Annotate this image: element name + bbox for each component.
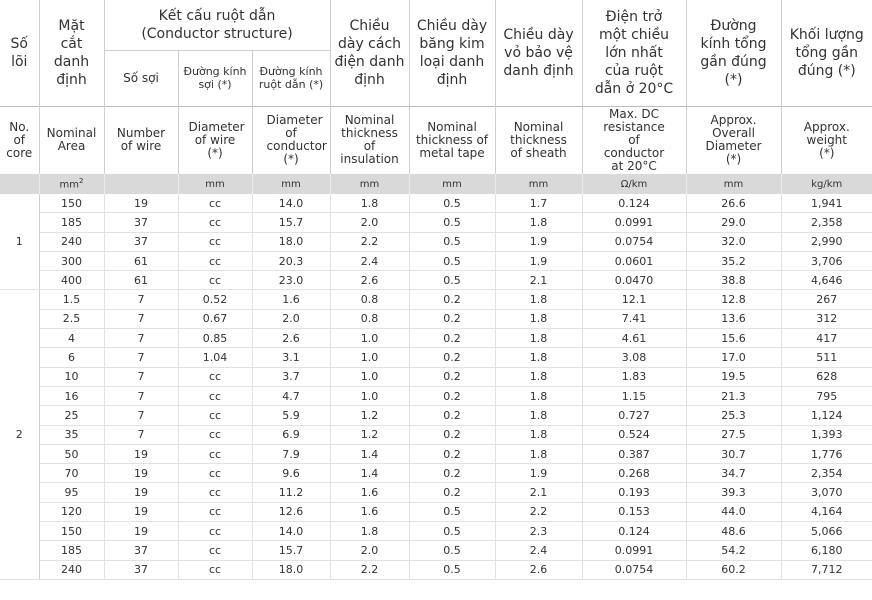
diameter-cell: 60.2 [686, 560, 781, 579]
table-row [0, 425, 872, 444]
sheath-cell: 1.8 [495, 329, 582, 348]
wires-cell: 7 [104, 348, 178, 367]
cond-dia-cell: 7.9 [252, 444, 330, 463]
wire-dia-cell: 0.67 [178, 309, 252, 328]
wires-cell: 19 [104, 522, 178, 541]
cond-dia-cell: 15.7 [252, 541, 330, 560]
unit-sheath: mm [495, 174, 582, 194]
sheath-cell: 1.8 [495, 386, 582, 405]
wires-cell: 19 [104, 444, 178, 463]
header-area-vi: Mặt cắt danh định [39, 0, 104, 106]
weight-cell: 5,066 [781, 522, 872, 541]
insulation-cell: 2.0 [330, 541, 409, 560]
wires-cell: 7 [104, 367, 178, 386]
resistance-cell: 0.387 [582, 444, 686, 463]
insulation-cell: 2.2 [330, 232, 409, 251]
table-row [0, 213, 872, 232]
weight-cell: 795 [781, 386, 872, 405]
table-row [0, 290, 872, 309]
area-cell: 25 [39, 406, 104, 425]
diameter-cell: 48.6 [686, 522, 781, 541]
area-cell: 400 [39, 271, 104, 290]
metal-tape-cell: 0.5 [409, 560, 495, 579]
cond-dia-cell: 4.7 [252, 386, 330, 405]
header-cond-dia-vi: Đường kính ruột dẫn (*) [252, 50, 330, 106]
metal-tape-cell: 0.5 [409, 213, 495, 232]
sheath-cell: 2.1 [495, 271, 582, 290]
diameter-cell: 30.7 [686, 444, 781, 463]
header-weight-vi: Khối lượng tổng gần đúng (*) [789, 26, 864, 79]
area-cell: 185 [39, 541, 104, 560]
cond-dia-cell: 3.7 [252, 367, 330, 386]
header-wire-dia-vi: Đường kính sợi (*) [178, 50, 252, 106]
cond-dia-cell: 23.0 [252, 271, 330, 290]
cond-dia-cell: 2.6 [252, 329, 330, 348]
table-row [0, 522, 872, 541]
insulation-cell: 1.8 [330, 522, 409, 541]
cond-dia-cell: 6.9 [252, 425, 330, 444]
header-cond-dia-en: Diameter of conductor (*) [252, 106, 330, 174]
metal-tape-cell: 0.5 [409, 541, 495, 560]
wire-dia-cell: cc [178, 386, 252, 405]
metal-tape-cell: 0.5 [409, 232, 495, 251]
insulation-cell: 1.8 [330, 194, 409, 213]
header-wires-vi: Số sợi [104, 50, 178, 106]
metal-tape-cell: 0.2 [409, 425, 495, 444]
sheath-cell: 2.6 [495, 560, 582, 579]
insulation-cell: 1.0 [330, 367, 409, 386]
cond-dia-cell: 20.3 [252, 251, 330, 270]
weight-cell: 267 [781, 290, 872, 309]
table-row [0, 232, 872, 251]
diameter-cell: 29.0 [686, 213, 781, 232]
table-row [0, 444, 872, 463]
table-row [0, 483, 872, 502]
header-structure-vi: Kết cấu ruột dẫn (Conductor structure) [104, 0, 330, 50]
header-core-en: No. of core [0, 106, 39, 174]
unit-wire-dia: mm [178, 174, 252, 194]
weight-cell: 6,180 [781, 541, 872, 560]
sheath-cell: 1.8 [495, 348, 582, 367]
diameter-cell: 32.0 [686, 232, 781, 251]
sheath-cell: 1.8 [495, 309, 582, 328]
cond-dia-cell: 9.6 [252, 464, 330, 483]
resistance-cell: 0.727 [582, 406, 686, 425]
weight-cell: 417 [781, 329, 872, 348]
insulation-cell: 1.2 [330, 425, 409, 444]
wire-dia-cell: cc [178, 560, 252, 579]
weight-cell: 1,941 [781, 194, 872, 213]
area-cell: 150 [39, 194, 104, 213]
sheath-cell: 1.9 [495, 464, 582, 483]
area-cell: 4 [39, 329, 104, 348]
table-row [0, 251, 872, 270]
wire-dia-cell: cc [178, 271, 252, 290]
table-row [0, 329, 872, 348]
header-resistance-vi: Điện trở một chiều lớn nhất của ruột dẫn ở 20°C [582, 0, 686, 106]
metal-tape-cell: 0.5 [409, 522, 495, 541]
insulation-cell: 0.8 [330, 309, 409, 328]
cond-dia-cell: 1.6 [252, 290, 330, 309]
core-count-cell: 1 [0, 194, 39, 290]
cond-dia-cell: 11.2 [252, 483, 330, 502]
area-cell: 150 [39, 522, 104, 541]
wires-cell: 7 [104, 309, 178, 328]
core-group-1 [0, 194, 872, 290]
area-cell: 185 [39, 213, 104, 232]
table-row [0, 502, 872, 521]
metal-tape-cell: 0.2 [409, 464, 495, 483]
weight-cell: 2,354 [781, 464, 872, 483]
core-count-cell: 2 [0, 290, 39, 579]
resistance-cell: 0.124 [582, 522, 686, 541]
weight-cell: 1,776 [781, 444, 872, 463]
resistance-cell: 0.0754 [582, 232, 686, 251]
diameter-cell: 35.2 [686, 251, 781, 270]
metal-tape-cell: 0.5 [409, 194, 495, 213]
metal-tape-cell: 0.2 [409, 329, 495, 348]
core-group-2 [0, 290, 872, 579]
area-cell: 70 [39, 464, 104, 483]
wires-cell: 19 [104, 194, 178, 213]
wires-cell: 7 [104, 290, 178, 309]
resistance-cell: 0.124 [582, 194, 686, 213]
sheath-cell: 1.8 [495, 367, 582, 386]
wires-cell: 7 [104, 386, 178, 405]
weight-cell: 3,070 [781, 483, 872, 502]
weight-cell: 312 [781, 309, 872, 328]
wires-cell: 61 [104, 271, 178, 290]
table-row [0, 194, 872, 213]
metal-tape-cell: 0.2 [409, 309, 495, 328]
sheath-cell: 2.4 [495, 541, 582, 560]
wire-dia-cell: cc [178, 502, 252, 521]
resistance-cell: 0.0601 [582, 251, 686, 270]
insulation-cell: 1.0 [330, 329, 409, 348]
unit-diameter: mm [686, 174, 781, 194]
weight-cell: 3,706 [781, 251, 872, 270]
wire-dia-cell: cc [178, 213, 252, 232]
sheath-cell: 2.1 [495, 483, 582, 502]
resistance-cell: 1.83 [582, 367, 686, 386]
cond-dia-cell: 2.0 [252, 309, 330, 328]
insulation-cell: 1.2 [330, 406, 409, 425]
wires-cell: 7 [104, 329, 178, 348]
wire-dia-cell: cc [178, 406, 252, 425]
header-diameter-vi: Đường kính tổng gần đúng (*) [686, 0, 781, 106]
header-weight-en: Approx. weight (*) [781, 106, 872, 174]
sheath-cell: 1.8 [495, 290, 582, 309]
cond-dia-cell: 18.0 [252, 560, 330, 579]
area-cell: 120 [39, 502, 104, 521]
insulation-cell: 1.0 [330, 386, 409, 405]
area-cell: 1.5 [39, 290, 104, 309]
area-cell: 6 [39, 348, 104, 367]
diameter-cell: 34.7 [686, 464, 781, 483]
resistance-cell: 0.0991 [582, 213, 686, 232]
resistance-cell: 0.153 [582, 502, 686, 521]
unit-core [0, 174, 39, 194]
insulation-cell: 2.6 [330, 271, 409, 290]
insulation-cell: 1.4 [330, 464, 409, 483]
sheath-cell: 1.9 [495, 251, 582, 270]
wire-dia-cell: 0.52 [178, 290, 252, 309]
diameter-cell: 26.6 [686, 194, 781, 213]
wires-cell: 37 [104, 560, 178, 579]
resistance-cell: 12.1 [582, 290, 686, 309]
sheath-cell: 1.8 [495, 444, 582, 463]
area-cell: 35 [39, 425, 104, 444]
weight-cell: 2,358 [781, 213, 872, 232]
table-row [0, 309, 872, 328]
wires-cell: 19 [104, 464, 178, 483]
metal-tape-cell: 0.2 [409, 386, 495, 405]
area-cell: 240 [39, 232, 104, 251]
insulation-cell: 1.4 [330, 444, 409, 463]
metal-tape-cell: 0.5 [409, 502, 495, 521]
diameter-cell: 25.3 [686, 406, 781, 425]
resistance-cell: 0.0754 [582, 560, 686, 579]
header-insulation-en: Nominal thickness of insulation [330, 106, 409, 174]
wire-dia-cell: cc [178, 194, 252, 213]
unit-weight: kg/km [781, 174, 872, 194]
resistance-cell: 7.41 [582, 309, 686, 328]
diameter-cell: 19.5 [686, 367, 781, 386]
wire-dia-cell: cc [178, 232, 252, 251]
weight-cell: 4,646 [781, 271, 872, 290]
area-cell: 10 [39, 367, 104, 386]
area-cell: 50 [39, 444, 104, 463]
wire-dia-cell: cc [178, 541, 252, 560]
insulation-cell: 0.8 [330, 290, 409, 309]
cond-dia-cell: 14.0 [252, 522, 330, 541]
diameter-cell: 38.8 [686, 271, 781, 290]
header-metal-tape-en: Nominal thickness of metal tape [409, 106, 495, 174]
wires-cell: 7 [104, 425, 178, 444]
header-resistance-en: Max. DC resistance of conductor at 20°C [582, 106, 686, 174]
resistance-cell: 0.268 [582, 464, 686, 483]
resistance-cell: 3.08 [582, 348, 686, 367]
sheath-cell: 2.2 [495, 502, 582, 521]
wires-cell: 19 [104, 483, 178, 502]
insulation-cell: 2.2 [330, 560, 409, 579]
insulation-cell: 1.0 [330, 348, 409, 367]
area-cell: 240 [39, 560, 104, 579]
unit-insulation: mm [330, 174, 409, 194]
wire-dia-cell: cc [178, 425, 252, 444]
wire-dia-cell: 1.04 [178, 348, 252, 367]
wires-cell: 37 [104, 213, 178, 232]
unit-wires [104, 174, 178, 194]
area-cell: 16 [39, 386, 104, 405]
header-sheath-en: Nominal thickness of sheath [495, 106, 582, 174]
insulation-cell: 1.6 [330, 502, 409, 521]
wire-dia-cell: cc [178, 522, 252, 541]
table-row [0, 271, 872, 290]
wire-dia-cell: cc [178, 444, 252, 463]
table-row [0, 541, 872, 560]
table-row [0, 464, 872, 483]
diameter-cell: 39.3 [686, 483, 781, 502]
resistance-cell: 0.524 [582, 425, 686, 444]
table-row [0, 560, 872, 579]
area-cell: 300 [39, 251, 104, 270]
sheath-cell: 2.3 [495, 522, 582, 541]
unit-resistance: Ω/km [582, 174, 686, 194]
cond-dia-cell: 15.7 [252, 213, 330, 232]
cond-dia-cell: 5.9 [252, 406, 330, 425]
sheath-cell: 1.7 [495, 194, 582, 213]
metal-tape-cell: 0.2 [409, 367, 495, 386]
metal-tape-cell: 0.2 [409, 290, 495, 309]
weight-cell: 1,393 [781, 425, 872, 444]
metal-tape-cell: 0.2 [409, 444, 495, 463]
wires-cell: 37 [104, 541, 178, 560]
resistance-cell: 0.0991 [582, 541, 686, 560]
table-row [0, 386, 872, 405]
weight-cell: 628 [781, 367, 872, 386]
diameter-cell: 12.8 [686, 290, 781, 309]
header-diameter-en: Approx. Overall Diameter (*) [686, 106, 781, 174]
table-row [0, 348, 872, 367]
sheath-cell: 1.8 [495, 213, 582, 232]
weight-cell: 4,164 [781, 502, 872, 521]
unit-metal-tape: mm [409, 174, 495, 194]
metal-tape-cell: 0.5 [409, 271, 495, 290]
cond-dia-cell: 12.6 [252, 502, 330, 521]
header-wires-en: Number of wire [104, 106, 178, 174]
wire-dia-cell: cc [178, 367, 252, 386]
weight-cell: 1,124 [781, 406, 872, 425]
sheath-cell: 1.8 [495, 406, 582, 425]
diameter-cell: 44.0 [686, 502, 781, 521]
resistance-cell: 0.0470 [582, 271, 686, 290]
insulation-cell: 1.6 [330, 483, 409, 502]
wire-dia-cell: cc [178, 483, 252, 502]
resistance-cell: 0.193 [582, 483, 686, 502]
wires-cell: 7 [104, 406, 178, 425]
diameter-cell: 21.3 [686, 386, 781, 405]
header-sheath-vi: Chiều dày vỏ bảo vệ danh định [495, 0, 582, 106]
unit-area: $mm^2$ [39, 174, 104, 194]
header-metal-tape-vi: Chiều dày băng kim loại danh định [409, 0, 495, 106]
sheath-cell: 1.9 [495, 232, 582, 251]
wire-dia-cell: cc [178, 464, 252, 483]
area-cell: 2.5 [39, 309, 104, 328]
metal-tape-cell: 0.2 [409, 483, 495, 502]
metal-tape-cell: 0.5 [409, 251, 495, 270]
header-area-en: Nominal Area [39, 106, 104, 174]
header-insulation-vi: Chiều dày cách điện danh định [330, 0, 409, 106]
header-wire-dia-en: Diameter of wire (*) [178, 106, 252, 174]
cond-dia-cell: 14.0 [252, 194, 330, 213]
wires-cell: 19 [104, 502, 178, 521]
cond-dia-cell: 3.1 [252, 348, 330, 367]
wires-cell: 61 [104, 251, 178, 270]
table-row [0, 406, 872, 425]
wire-dia-cell: cc [178, 251, 252, 270]
area-cell: 95 [39, 483, 104, 502]
header-core-vi: Số lõi [0, 0, 39, 106]
resistance-cell: 1.15 [582, 386, 686, 405]
metal-tape-cell: 0.2 [409, 406, 495, 425]
weight-cell: 511 [781, 348, 872, 367]
diameter-cell: 17.0 [686, 348, 781, 367]
metal-tape-cell: 0.2 [409, 348, 495, 367]
diameter-cell: 15.6 [686, 329, 781, 348]
insulation-cell: 2.4 [330, 251, 409, 270]
insulation-cell: 2.0 [330, 213, 409, 232]
weight-cell: 2,990 [781, 232, 872, 251]
sheath-cell: 1.8 [495, 425, 582, 444]
diameter-cell: 13.6 [686, 309, 781, 328]
weight-cell: 7,712 [781, 560, 872, 579]
wires-cell: 37 [104, 232, 178, 251]
wire-dia-cell: 0.85 [178, 329, 252, 348]
cond-dia-cell: 18.0 [252, 232, 330, 251]
diameter-cell: 27.5 [686, 425, 781, 444]
unit-cond-dia: mm [252, 174, 330, 194]
table-row [0, 367, 872, 386]
resistance-cell: 4.61 [582, 329, 686, 348]
diameter-cell: 54.2 [686, 541, 781, 560]
